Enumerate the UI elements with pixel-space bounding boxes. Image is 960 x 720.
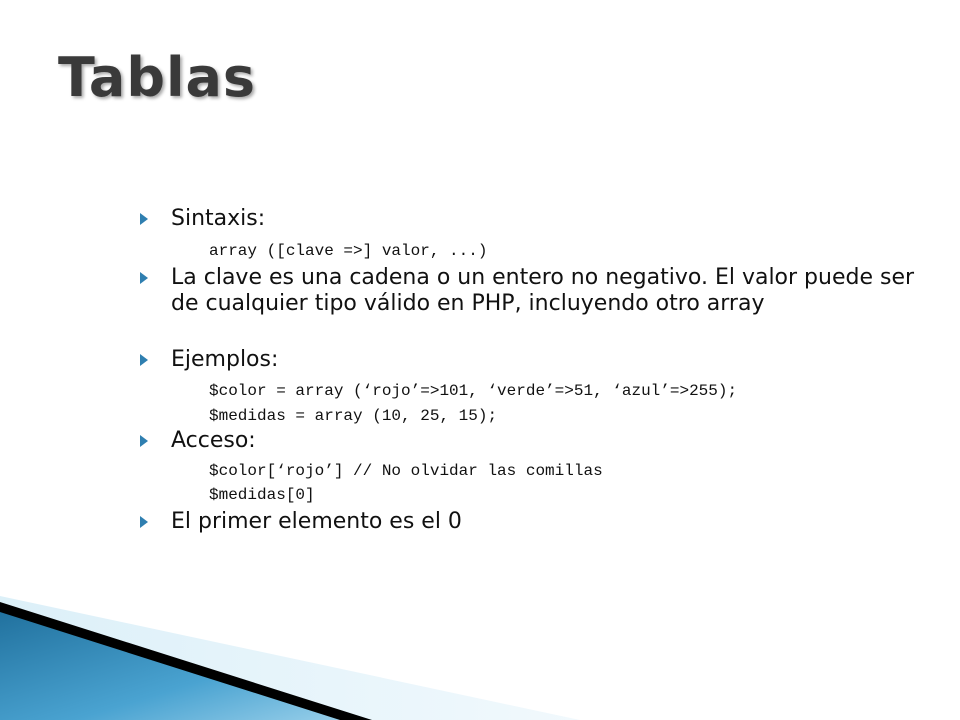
bullet-key-value [140,265,940,317]
bullet-arrow-icon [140,213,148,225]
bullet-text: Ejemplos: [171,347,279,372]
bullet-text: Acceso: [171,428,256,453]
bullet-access [140,428,940,454]
bullet-arrow-icon [140,435,148,447]
bullet-arrow-icon [140,272,148,284]
code-line-syntax: array ([clave =>] valor, ...) [209,242,488,260]
bullet-examples [140,347,940,373]
bullet-arrow-icon [140,516,148,528]
code-line-access-color: $color[‘rojo’] // No olvidar las comillas [209,462,603,480]
bullet-syntax [140,206,940,232]
bullet-arrow-icon [140,354,148,366]
slide-title: Tablas [58,46,257,109]
code-line-color: $color = array (‘rojo’=>101, ‘verde’=>51, ‘azul’=>255); [209,382,738,400]
code-line-access-medidas: $medidas[0] [209,486,315,504]
code-line-medidas: $medidas = array (10, 25, 15); [209,407,498,425]
bullet-first-element [140,509,940,535]
bullet-text: La clave es una cadena o un entero no negativo. El valor puede ser de cualquier tipo válido en PHP, incluyendo otro array [171,265,915,316]
bullet-text: Sintaxis: [171,206,266,231]
bullet-text: El primer elemento es el 0 [171,509,462,534]
